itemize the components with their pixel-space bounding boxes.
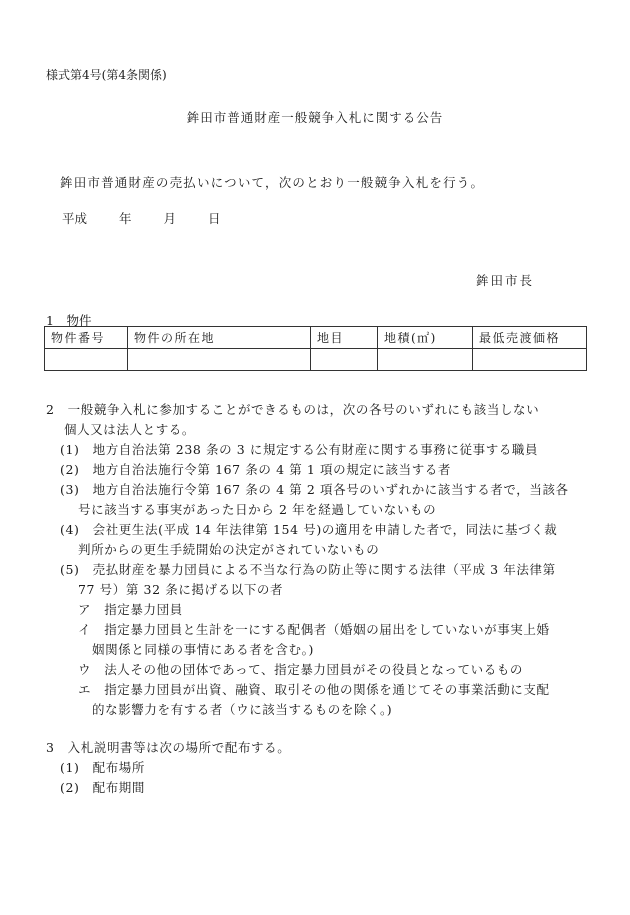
section2-item: (2) 地方自治法施行令第 167 条の 4 第 1 項の規定に該当する者 xyxy=(60,462,452,477)
date-era: 平成 xyxy=(62,211,88,226)
property-table xyxy=(44,326,587,371)
form-number: 様式第4号(第4条関係) xyxy=(46,68,167,82)
issuer: 鉾田市長 xyxy=(476,273,535,288)
table-cell xyxy=(45,349,128,371)
date-month: 月 xyxy=(163,211,177,226)
section2-item: (4) 会社更生法(平成 14 年法律第 154 号)の適用を申請した者で，同法に基づく裁 xyxy=(60,522,558,537)
column-header: 最低売渡価格 xyxy=(473,327,587,349)
column-header: 物件番号 xyxy=(45,327,128,349)
section2-subitem-cont: 姻関係と同様の事情にある者を含む。) xyxy=(92,642,314,657)
section2-item: (5) 売払財産を暴力団員による不当な行為の防止等に関する法律（平成 3 年法律第 xyxy=(60,562,556,577)
date-line xyxy=(62,209,249,227)
section3-heading: 3 入札説明書等は次の場所で配布する。 xyxy=(46,740,291,755)
section2-heading: 2 一般競争入札に参加することができるものは，次の各号のいずれにも該当しない xyxy=(46,402,540,417)
table-cell xyxy=(473,349,587,371)
date-year: 年 xyxy=(119,211,132,226)
document-title: 鉾田市普通財産一般競争入札に関する公告 xyxy=(186,110,444,125)
column-header: 地目 xyxy=(311,327,378,349)
table-cell xyxy=(128,349,311,371)
section2-item: (3) 地方自治法施行令第 167 条の 4 第 2 項各号のいずれかに該当する者で，当該各 xyxy=(60,482,569,497)
section1-heading: 1 物件 xyxy=(46,313,92,328)
date-day: 日 xyxy=(208,211,221,226)
intro-text: 鉾田市普通財産の売払いについて，次のとおり一般競争入札を行う。 xyxy=(60,175,485,190)
section2-subitem: ア 指定暴力団員 xyxy=(78,602,183,617)
table-header-row xyxy=(45,327,587,349)
section2-item-cont: 号に該当する事実があった日から 2 年を経過していないもの xyxy=(78,502,437,517)
section3-item: (2) 配布期間 xyxy=(60,780,146,795)
table-row xyxy=(45,349,587,371)
table-cell xyxy=(311,349,378,371)
section2-text: 個人又は法人とする。 xyxy=(64,422,196,437)
section2-item-cont: 判所からの更生手続開始の決定がされていないもの xyxy=(78,542,380,557)
section2-subitem: イ 指定暴力団員と生計を一にする配偶者（婚姻の届出をしていないが事実上婚 xyxy=(78,622,550,637)
column-header: 地積(㎡) xyxy=(378,327,473,349)
section2-subitem: エ 指定暴力団員が出資、融資、取引その他の関係を通じてその事業活動に支配 xyxy=(78,682,550,697)
column-header: 物件の所在地 xyxy=(128,327,311,349)
section2-item-cont: 77 号）第 32 条に掲げる以下の者 xyxy=(78,582,284,597)
table-cell xyxy=(378,349,473,371)
section2-subitem-cont: 的な影響力を有する者（ウに該当するものを除く。) xyxy=(92,702,393,717)
section2-subitem: ウ 法人その他の団体であって、指定暴力団員がその役員となっているもの xyxy=(78,662,524,677)
section3-item: (1) 配布場所 xyxy=(60,760,146,775)
section2-item: (1) 地方自治法第 238 条の 3 に規定する公有財産に関する事務に従事する職員 xyxy=(60,442,539,457)
